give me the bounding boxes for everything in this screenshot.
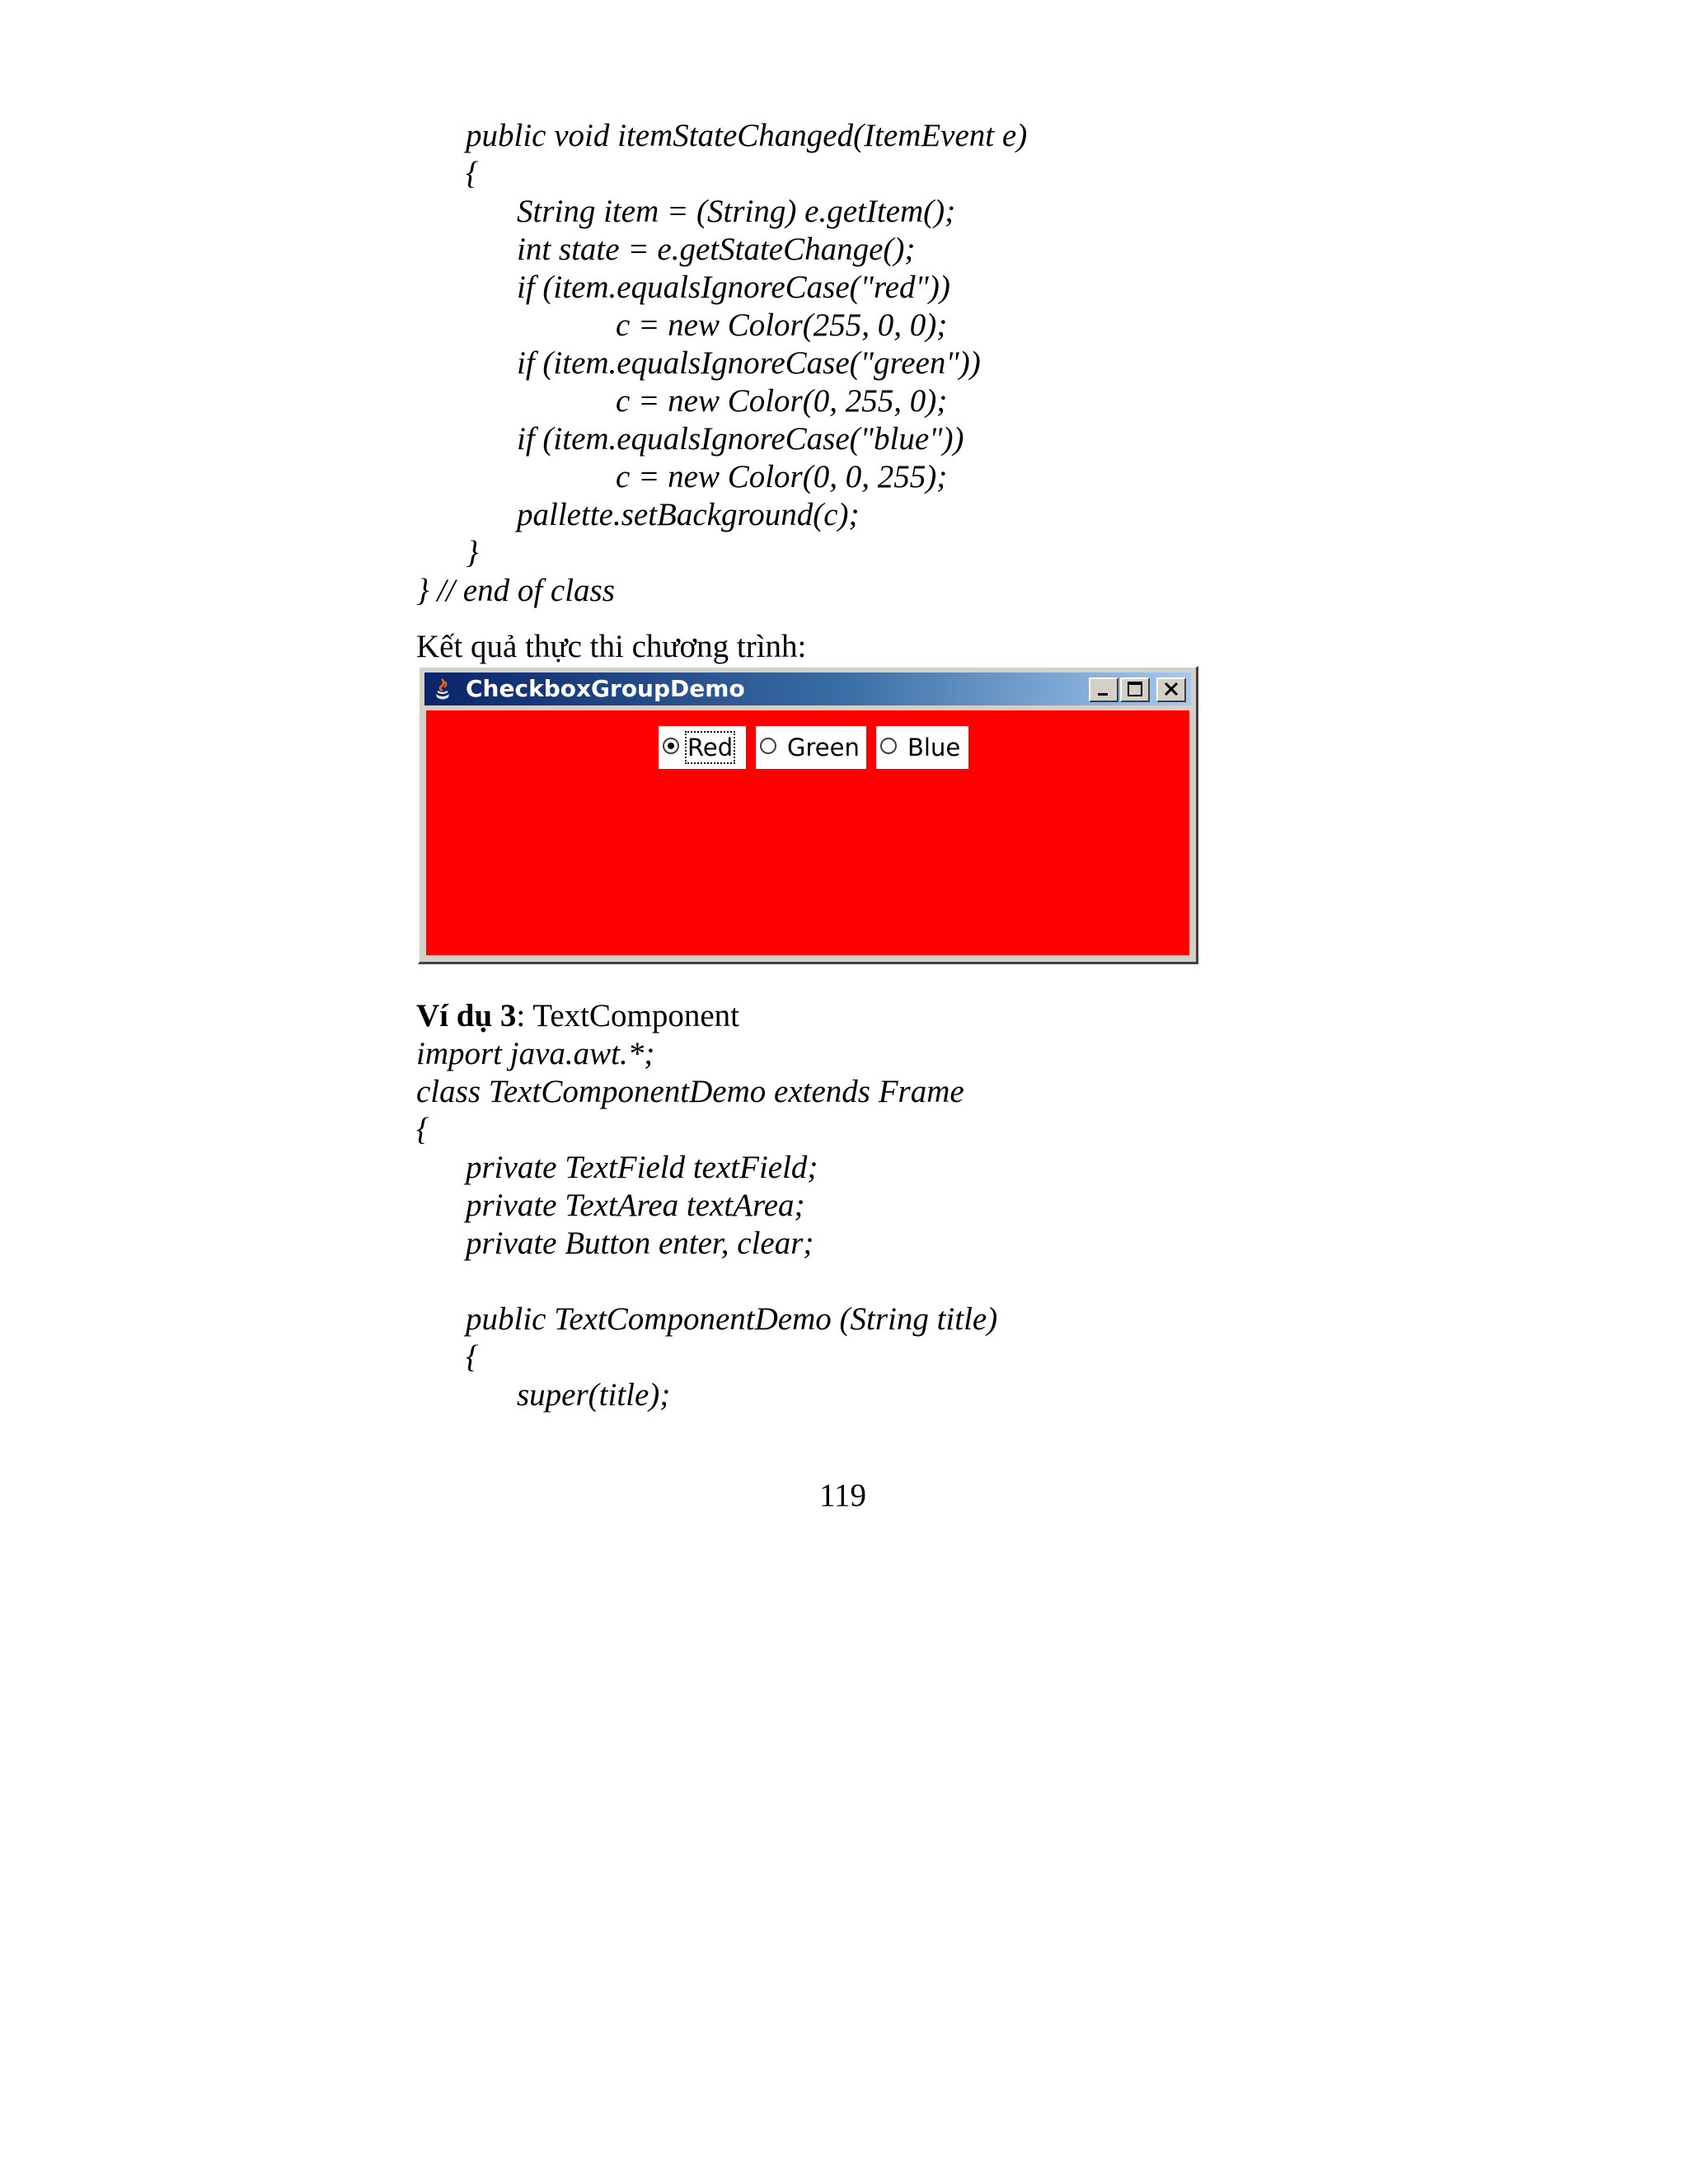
code-line: public TextComponentDemo (String title): [466, 1301, 998, 1337]
example-heading: [416, 997, 739, 1035]
example-heading-rest: : TextComponent: [516, 998, 740, 1033]
radio-red[interactable]: [659, 726, 746, 769]
minimize-button[interactable]: [1089, 677, 1118, 702]
code-line: if (item.equalsIgnoreCase("green")): [517, 345, 981, 381]
app-window: [418, 666, 1198, 964]
code-line: String item = (String) e.getItem();: [517, 194, 956, 229]
example-heading-bold: Ví dụ 3: [416, 998, 517, 1033]
maximize-icon: [1122, 679, 1148, 701]
color-pallette-panel: [426, 710, 1189, 955]
radio-green[interactable]: [756, 726, 866, 769]
code-line: pallette.setBackground(c);: [517, 497, 860, 532]
code-line: {: [466, 156, 479, 191]
code-line: c = new Color(0, 255, 0);: [616, 383, 948, 419]
maximize-button[interactable]: [1120, 677, 1150, 702]
page-number: 119: [819, 1478, 867, 1513]
code-line: int state = e.getStateChange();: [517, 232, 916, 267]
code-line: private TextField textField;: [466, 1150, 818, 1185]
radio-red-label: Red: [685, 731, 735, 764]
window-title: CheckboxGroupDemo: [466, 675, 745, 702]
code-line: class TextComponentDemo extends Frame: [416, 1074, 964, 1109]
code-line: import java.awt.*;: [416, 1036, 655, 1071]
radio-blue[interactable]: [876, 726, 968, 769]
code-line: public void itemStateChanged(ItemEvent e): [466, 118, 1028, 153]
radio-unselected-icon: [759, 737, 777, 755]
code-line: {: [416, 1112, 429, 1147]
java-icon: [429, 676, 456, 702]
radio-selected-icon: [662, 737, 680, 755]
radio-unselected-icon: [879, 737, 898, 755]
code-line: private TextArea textArea;: [466, 1188, 805, 1223]
code-line: super(title);: [517, 1377, 671, 1413]
radio-blue-label: Blue: [907, 733, 961, 762]
code-line: }: [466, 535, 479, 570]
code-line: c = new Color(255, 0, 0);: [616, 307, 948, 343]
close-icon: [1158, 679, 1184, 701]
title-bar[interactable]: [424, 673, 1191, 705]
code-line: if (item.equalsIgnoreCase("blue")): [517, 421, 964, 457]
minimize-icon: [1090, 679, 1117, 701]
code-line: {: [466, 1339, 479, 1375]
code-line: c = new Color(0, 0, 255);: [616, 459, 948, 494]
result-caption: Kết quả thực thi chương trình:: [416, 629, 807, 664]
radio-green-label: Green: [787, 733, 860, 762]
code-line: private Button enter, clear;: [466, 1226, 814, 1261]
code-line: if (item.equalsIgnoreCase("red")): [517, 269, 950, 305]
close-button[interactable]: [1156, 677, 1186, 702]
code-line: } // end of class: [416, 573, 615, 608]
